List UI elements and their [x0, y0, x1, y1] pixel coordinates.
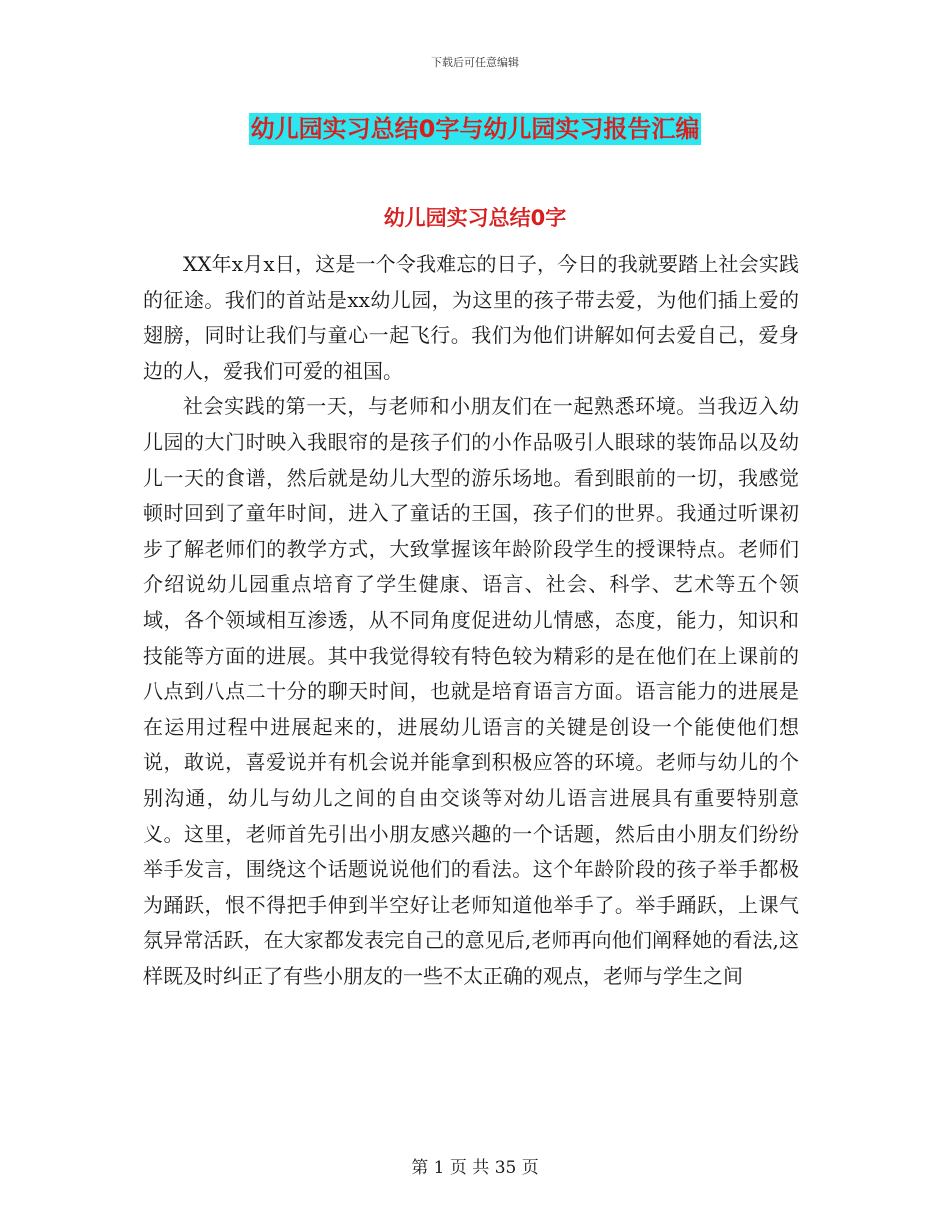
document-title-container [0, 113, 950, 145]
paragraph: 社会实践的第一天，与老师和小朋友们在一起熟悉环境。当我迈入幼儿园的大门时映入我眼帘的是孩子们的小作品吸引人眼球的装饰品以及幼儿一天的食谱，然后就是幼儿大型的游乐场地。看到眼前的一切，我感觉顿时回到了童年时间，进入了童话的王国，孩子们的世界。我通过听课初步了解老师们的教学方式，大致掌握该年龄阶段学生的授课特点。老师们介绍说幼儿园重点培育了学生健康、语言、社会、科学、艺术等五个领域，各个领域相互渗透，从不同角度促进幼儿情感，态度，能力，知识和技能等方面的进展。其中我觉得较有特色较为精彩的是在他们在上课前的八点到八点二十分的聊天时间，也就是培育语言方面。语言能力的进展是在运用过程中进展起来的，进展幼儿语言的关键是创设一个能使他们想说，敢说，喜爱说并有机会说并能拿到积极应答的环境。老师与幼儿的个别沟通，幼儿与幼儿之间的自由交谈等对幼儿语言进展具有重要特别意义。这里，老师首先引出小朋友感兴趣的一个话题，然后由小朋友们纷纷举手发言，围绕这个话题说说他们的看法。这个年龄阶段的孩子举手都极为踊跃，恨不得把手伸到半空好让老师知道他举手了。举手踊跃，上课气氛异常活跃，在大家都发表完自己的意见后,老师再向他们阐释她的看法,这样既及时纠正了有些小朋友的一些不太正确的观点，老师与学生之间 [143, 394, 799, 988]
paragraph: XX年x月x日，这是一个令我难忘的日子，今日的我就要踏上社会实践的征途。我们的首站是xx幼儿园，为这里的孩子带去爱，为他们插上爱的翅膀，同时让我们与童心一起飞行。我们为他们讲解如何去爱自己，爱身边的人，爱我们可爱的祖国。 [143, 252, 799, 383]
document-body [143, 247, 799, 994]
document-title: 幼儿园实习总结0字与幼儿园实习报告汇编 [250, 115, 700, 143]
header-note: 下载后可任意编辑 [431, 56, 519, 69]
page-number-footer: 第 1 页 共 35 页 [411, 1158, 539, 1178]
section-title: 幼儿园实习总结0字 [383, 206, 567, 230]
